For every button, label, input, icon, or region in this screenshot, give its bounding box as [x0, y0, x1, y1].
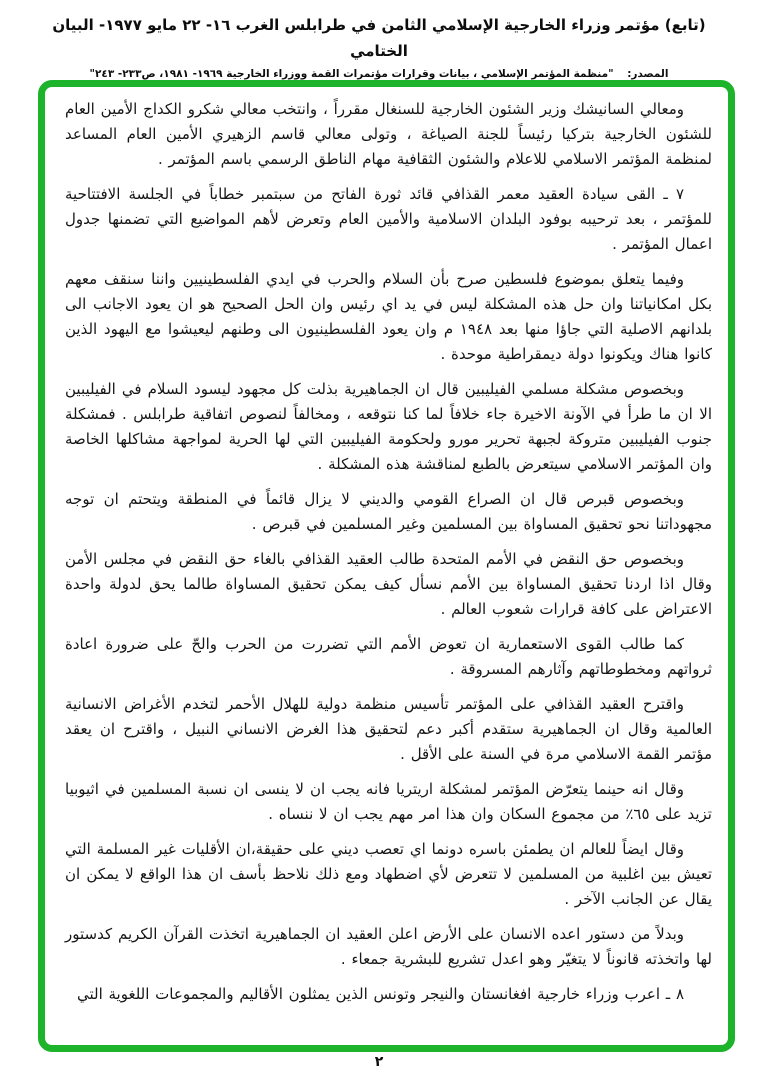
paragraph: واقترح العقيد القذافي على المؤتمر تأسيس منظمة دولية للهلال الأحمر لتخدم الأغراض الانسانية العالمية وقال ان الجماهيرية ستقدم أكبر دعم لتحقيق هذا الغرض الانساني النبيل ، واقترح ان يعقد مؤتمر القمة الاسلامي مرة في السنة على الأقل .: [65, 695, 712, 763]
paragraph: ٨ ـ اعرب وزراء خارجية افغانستان والنيجر وتونس الذين يمثلون الأقاليم والمجموعات اللغوية التي: [76, 985, 684, 1003]
paragraph: ومعالي السانيشك وزير الشئون الخارجية للسنغال مقرراً ، وانتخب معالي شكرو الكداج الأمين العام للشئون الخارجية بتركيا رئيساً للجنة الصياغة ، وتولى معالي قاسم الزهيري الأمين العام المساعد لمنظمة المؤتمر الاسلامي للاعلام والشئون الثقافية مهام الناطق الرسمي باسم المؤتمر .: [65, 100, 712, 168]
paragraph: وقال انه حينما يتعرّض المؤتمر لمشكلة اريتريا فانه يجب ان لا ينسى ان نسبة المسلمين في اثيوبيا تزيد على ٦٥٪ من مجموع السكان وان هذا امر مهم يجب ان لا ننساه .: [65, 780, 712, 823]
paragraph: ٧ ـ القى سيادة العقيد معمر القذافي قائد ثورة الفاتح من سبتمبر خطاباً في الجلسة الافتتاحية للمؤتمر ، بعد ترحيبه بوفود البلدان الاسلامية والأمين العام وتعرض لأهم المواضيع التي تضمنها جدول اعمال المؤتمر .: [65, 185, 712, 253]
paragraph: وقال ايضاً للعالم ان يطمئن باسره دونما اي تعصب ديني على حقيقة،ان الأقليات غير المسلمة التي تعيش بين اغلبية من المسلمين لا تتعرض لأي اضطهاد ومع ذلك نلاحظ بأسف ان هذا الواقع لا يمكن ان يقال عن الجانب الآخر .: [65, 840, 712, 908]
paragraph: كما طالب القوى الاستعمارية ان تعوض الأمم التي تضررت من الحرب والحّ على ضرورة اعادة ثرواتهم ومخطوطاتهم وآثارهم المسروقة .: [65, 635, 712, 678]
source-line: [0, 68, 758, 80]
source-text: "منظمة المؤتمر الإسلامي ، بيانات وقرارات مؤتمرات القمة ووزراء الخارجية ١٩٦٩- ١٩٨١، ص٢٣٣- ٢٤٣": [89, 68, 614, 80]
document-header: [0, 12, 758, 80]
content-border-box: [38, 80, 735, 1052]
page-number: ٢: [374, 1054, 384, 1070]
paragraph: وفيما يتعلق بموضوع فلسطين صرح بأن السلام والحرب في ايدي الفلسطينيين واننا سنقف معهم بكل امكانياتنا وان حل هذه المشكلة ليس في يد اي رئيس وان الحل الصحيح هو ان يعود الاجانب الى بلدانهم الاصلية التي جاؤا منها بعد ١٩٤٨ م وان يعود الفلسطينيون الى وطنهم ليعيشوا مع اليهود الذين كانوا هناك ويكونوا دولة ديمقراطية موحدة .: [65, 270, 712, 363]
paragraph: وبدلاً من دستور اعده الانسان على الأرض اعلن العقيد ان الجماهيرية اتخذت القرآن الكريم كدستور لها واتخذته قانوناً لا يتغيّر وهو اعدل تشريع للبشرية جمعاء .: [65, 925, 712, 968]
document-title: (تابع) مؤتمر وزراء الخارجية الإسلامي الثامن في طرابلس الغرب ١٦- ٢٢ مايو ١٩٧٧- البيان الختامي: [52, 16, 706, 60]
paragraph-list: [45, 87, 728, 1007]
source-label: المصدر:: [627, 68, 669, 80]
paragraph: وبخصوص حق النقض في الأمم المتحدة طالب العقيد القذافي بالغاء حق النقض في مجلس الأمن وقال اذا اردنا تحقيق المساواة بين الأمم نسأل كيف يمكن تحقيق المساواة طالما يحق لدولة واحدة الاعتراض على كافة قرارات شعوب العالم .: [65, 550, 712, 618]
paragraph: وبخصوص مشكلة مسلمي الفيليبين قال ان الجماهيرية بذلت كل مجهود ليسود السلام في الفيليبين الا ان ما طرأ في الآونة الاخيرة جاء خلافاً لما كنا نتوقعه ، ومخالفاً لنصوص اتفاقية طرابلس . فمشكلة جنوب الفيليبين متروكة لجبهة تحرير مورو ولحكومة الفيليبين التي لها الحرية لمواجهة مشاكلها الخاصة وان المؤتمر الاسلامي سيتعرض بالطبع لمناقشة هذه المشكلة .: [65, 380, 712, 473]
paragraph: وبخصوص قبرص قال ان الصراع القومي والديني لا يزال قائماً في المنطقة ويتحتم ان توجه مجهوداتنا نحو تحقيق المساواة بين المسلمين وغير المسلمين في قبرص .: [65, 490, 712, 533]
